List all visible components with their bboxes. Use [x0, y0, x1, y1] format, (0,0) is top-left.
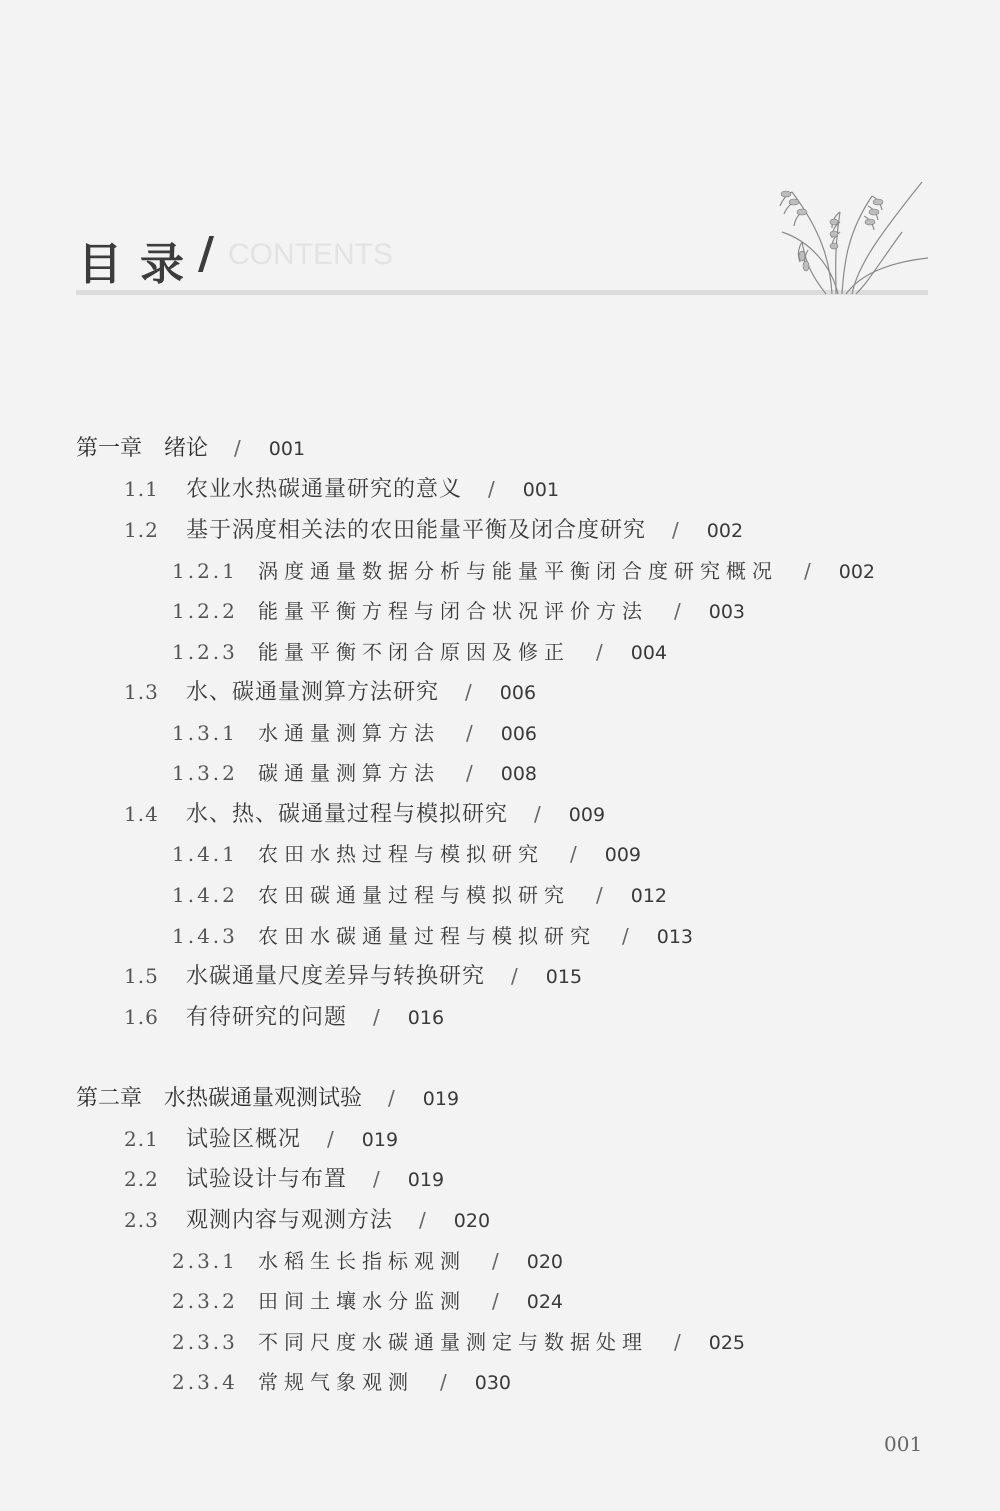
subsection-title: 水稻生长指标观测 [258, 1249, 466, 1273]
section-number: 1.4 [124, 802, 159, 826]
subsection-number: 2.3.1 [172, 1249, 238, 1273]
section-number: 1.6 [124, 1005, 159, 1029]
toc-entry[interactable] [124, 676, 536, 708]
toc-entry[interactable] [76, 1082, 459, 1114]
section-title: 试验区概况 [186, 1127, 302, 1152]
subsection-number: 1.3.1 [172, 721, 238, 745]
toc-entry[interactable] [172, 757, 537, 789]
page-ref: 002 [838, 561, 876, 583]
separator: / [511, 964, 518, 988]
page-ref: 002 [706, 520, 744, 542]
section-title: 试验设计与布置 [186, 1167, 348, 1192]
subsection-number: 1.4.1 [172, 842, 238, 866]
toc-entry[interactable] [124, 1123, 398, 1155]
section-title: 农业水热碳通量研究的意义 [186, 477, 463, 502]
page-ref: 019 [407, 1169, 445, 1191]
separator: / [373, 1005, 380, 1029]
separator: / [534, 802, 541, 826]
page-ref: 009 [568, 804, 606, 826]
toc-entry[interactable] [172, 1326, 745, 1358]
separator: / [466, 721, 473, 745]
page-ref: 008 [500, 763, 538, 785]
subsection-title: 农田水热过程与模拟研究 [258, 842, 544, 866]
chapter-title: 水热碳通量观测试验 [164, 1086, 363, 1111]
toc-entry[interactable] [172, 1285, 563, 1317]
toc-entry[interactable] [172, 595, 745, 627]
subsection-title: 涡度通量数据分析与能量平衡闭合度研究概况 [258, 559, 778, 583]
page-ref: 020 [526, 1251, 564, 1273]
page-ref: 003 [708, 601, 746, 623]
toc-entry[interactable] [172, 636, 667, 668]
page-ref: 001 [522, 479, 560, 501]
page-ref: 024 [526, 1291, 564, 1313]
page-ref: 019 [361, 1129, 399, 1151]
section-title: 水、热、碳通量过程与模拟研究 [186, 802, 509, 827]
page-ref: 009 [604, 844, 642, 866]
subsection-title: 能量平衡方程与闭合状况评价方法 [258, 599, 648, 623]
title-slash: / [198, 228, 215, 279]
separator: / [674, 1330, 681, 1354]
subsection-number: 1.4.2 [172, 883, 238, 907]
toc-entry[interactable] [172, 1245, 563, 1277]
separator: / [234, 436, 241, 460]
section-number: 1.1 [124, 477, 159, 501]
subsection-number: 1.4.3 [172, 924, 238, 948]
toc-entry[interactable] [124, 960, 582, 992]
subsection-title: 水通量测算方法 [258, 721, 440, 745]
subsection-title: 能量平衡不闭合原因及修正 [258, 640, 570, 664]
subsection-number: 1.2.3 [172, 640, 238, 664]
subsection-title: 碳通量测算方法 [258, 761, 440, 785]
page-number: 001 [884, 1432, 923, 1456]
section-title: 水、碳通量测算方法研究 [186, 680, 440, 705]
subsection-title: 农田碳通量过程与模拟研究 [258, 883, 570, 907]
section-title: 观测内容与观测方法 [186, 1208, 394, 1233]
page-ref: 006 [500, 723, 538, 745]
toc-entry[interactable] [124, 798, 605, 830]
page-ref: 012 [630, 885, 668, 907]
toc-entry[interactable] [172, 1366, 511, 1398]
subsection-number: 1.3.2 [172, 761, 238, 785]
separator: / [419, 1208, 426, 1232]
chapter-title: 绪论 [164, 436, 209, 461]
separator: / [488, 477, 495, 501]
subsection-title: 不同尺度水碳通量测定与数据处理 [258, 1330, 648, 1354]
toc-entry[interactable] [172, 717, 537, 749]
section-number: 2.3 [124, 1208, 159, 1232]
page-ref: 015 [545, 966, 583, 988]
toc-entry[interactable] [124, 1163, 444, 1195]
section-number: 1.2 [124, 518, 159, 542]
separator: / [465, 680, 472, 704]
section-number: 2.2 [124, 1167, 159, 1191]
page-ref: 006 [499, 682, 537, 704]
page-ref: 016 [407, 1007, 445, 1029]
toc-entry[interactable] [172, 920, 693, 952]
toc-entry[interactable] [172, 838, 641, 870]
separator: / [596, 640, 603, 664]
page-title: 目录 [78, 239, 202, 290]
subsection-title: 田间土壤水分监测 [258, 1289, 466, 1313]
page-ref: 001 [268, 438, 306, 460]
subsection-number: 2.3.4 [172, 1370, 238, 1394]
separator: / [440, 1370, 447, 1394]
toc-entry[interactable] [172, 879, 667, 911]
page-ref: 013 [656, 926, 694, 948]
section-title: 水碳通量尺度差异与转换研究 [186, 964, 486, 989]
section-number: 1.3 [124, 680, 159, 704]
separator: / [596, 883, 603, 907]
section-title: 基于涡度相关法的农田能量平衡及闭合度研究 [186, 518, 647, 543]
rice-plant-illustration [772, 172, 932, 296]
separator: / [492, 1289, 499, 1313]
page-ref: 020 [453, 1210, 491, 1232]
separator: / [492, 1249, 499, 1273]
subsection-number: 1.2.2 [172, 599, 238, 623]
subsection-title: 农田水碳通量过程与模拟研究 [258, 924, 596, 948]
separator: / [327, 1127, 334, 1151]
subsection-number: 2.3.2 [172, 1289, 238, 1313]
toc-entry[interactable] [124, 473, 559, 505]
separator: / [466, 761, 473, 785]
page-ref: 025 [708, 1332, 746, 1354]
toc-entry[interactable] [124, 1204, 490, 1236]
subsection-title: 常规气象观测 [258, 1370, 414, 1394]
page-ref: 030 [474, 1372, 512, 1394]
separator: / [373, 1167, 380, 1191]
separator: / [804, 559, 811, 583]
chapter-number: 第一章 [76, 436, 143, 461]
toc-entry[interactable] [124, 1001, 444, 1033]
page-ref: 019 [422, 1088, 460, 1110]
separator: / [622, 924, 629, 948]
section-number: 2.1 [124, 1127, 159, 1151]
subsection-number: 2.3.3 [172, 1330, 238, 1354]
toc-entry[interactable] [124, 514, 743, 546]
separator: / [570, 842, 577, 866]
section-title: 有待研究的问题 [186, 1005, 348, 1030]
subsection-number: 1.2.1 [172, 559, 238, 583]
page-subtitle: CONTENTS [228, 238, 393, 271]
page-ref: 004 [630, 642, 668, 664]
chapter-number: 第二章 [76, 1086, 143, 1111]
separator: / [388, 1086, 395, 1110]
toc-entry[interactable] [172, 555, 875, 587]
separator: / [674, 599, 681, 623]
section-number: 1.5 [124, 964, 159, 988]
separator: / [672, 518, 679, 542]
toc-entry[interactable] [76, 432, 305, 464]
